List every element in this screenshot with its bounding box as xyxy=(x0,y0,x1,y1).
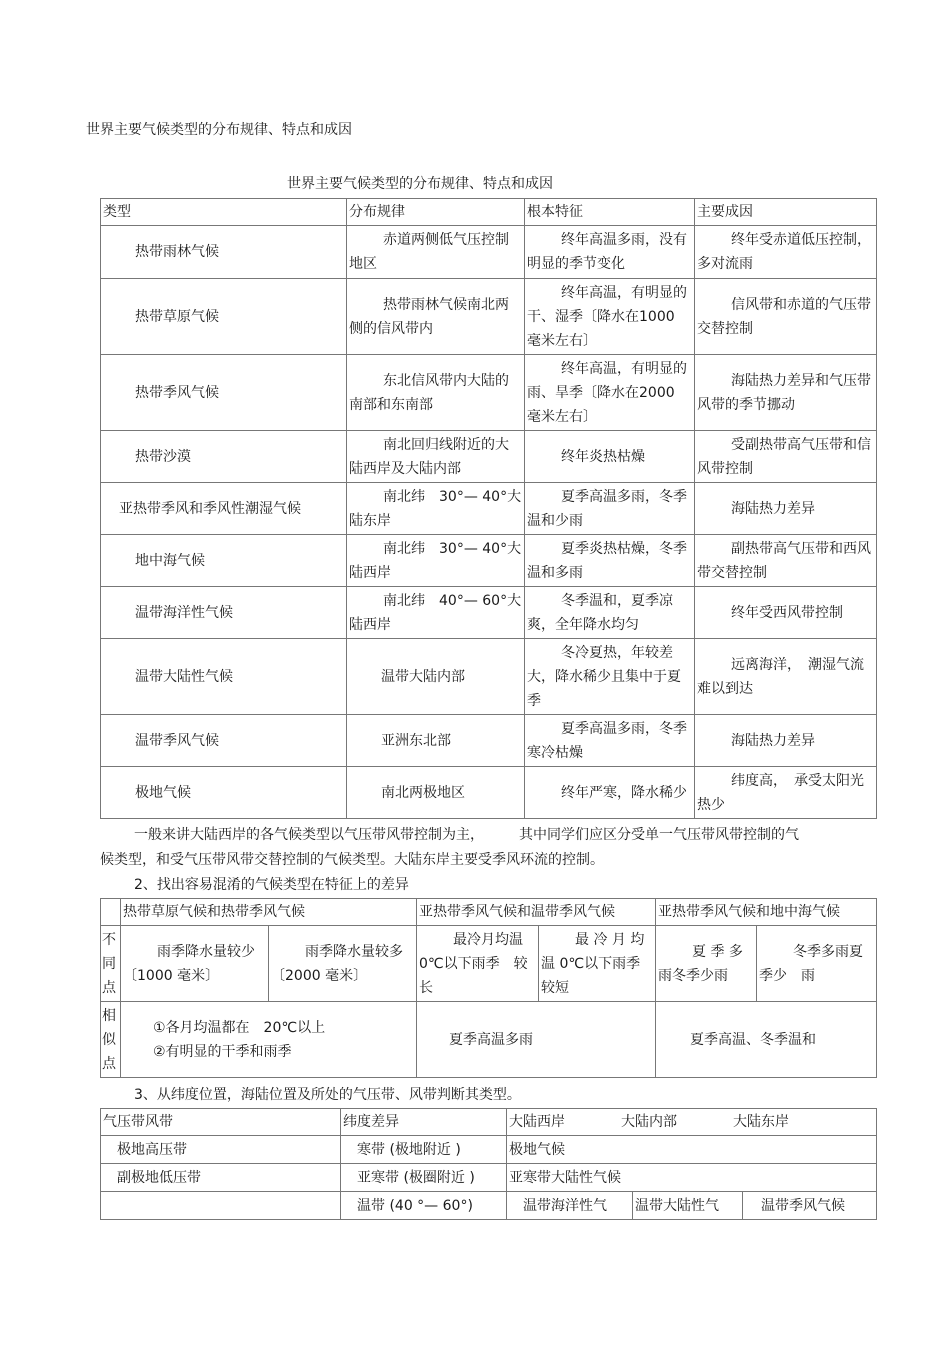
header-latitude: 纬度差异 xyxy=(341,1109,507,1136)
header-pair-3: 亚热带季风气候和地中海气候 xyxy=(656,899,877,926)
latitude-zone: 亚寒带 (极圈附近 ) xyxy=(341,1164,507,1192)
cause: 受副热带高气压带和信风带控制 xyxy=(695,431,877,483)
header-type: 类型 xyxy=(101,199,347,226)
pressure-belt: 副极地低压带 xyxy=(101,1164,341,1192)
table-row xyxy=(101,767,877,819)
distribution: 南北纬 40°— 60°大陆西岸 xyxy=(347,587,525,639)
table-row xyxy=(101,1192,877,1220)
latitude-table xyxy=(100,1108,877,1220)
cause: 终年受赤道低压控制，多对流雨 xyxy=(695,226,877,279)
header-positions: 大陆西岸 大陆内部 大陆东岸 xyxy=(507,1109,877,1136)
distribution: 南北两极地区 xyxy=(347,767,525,819)
climate-type: 亚热带季风和季风性潮湿气候 xyxy=(101,483,347,535)
section-2-title: 2、找出容易混淆的气候类型在特征上的差异 xyxy=(134,877,409,893)
feature: 冬冷夏热，年较差大，降水稀少且集中于夏季 xyxy=(525,639,695,715)
table-row xyxy=(101,483,877,535)
same-cell-3: 夏季高温、冬季温和 xyxy=(656,1002,877,1078)
climate-type: 温带大陆性气候 xyxy=(101,639,347,715)
cause: 信风带和赤道的气压带交替控制 xyxy=(695,279,877,355)
paragraph-line-2: 候类型，和受气压带风带交替控制的气候类型。大陆东岸主要受季风环流的控制。 xyxy=(100,852,604,868)
feature: 夏季高温多雨，冬季温和少雨 xyxy=(525,483,695,535)
table-row xyxy=(101,431,877,483)
table-row xyxy=(101,1136,877,1164)
diff-cell: 最 冷 月 均温 0℃以下雨季较短 xyxy=(539,926,656,1002)
pressure-belt xyxy=(101,1192,341,1220)
latitude-zone: 寒带 (极地附近 ) xyxy=(341,1136,507,1164)
table-row xyxy=(101,926,877,1002)
feature: 终年炎热枯燥 xyxy=(525,431,695,483)
same-label: 相似点 xyxy=(101,1002,121,1078)
distribution: 亚洲东北部 xyxy=(347,715,525,767)
feature: 冬季温和，夏季凉爽，全年降水均匀 xyxy=(525,587,695,639)
climate-type: 热带沙漠 xyxy=(101,431,347,483)
climate-type: 热带雨林气候 xyxy=(101,226,347,279)
cause: 副热带高气压带和西风带交替控制 xyxy=(695,535,877,587)
table-header-row xyxy=(101,899,877,926)
corner-cell xyxy=(101,899,121,926)
table-header-row xyxy=(101,199,877,226)
table-row xyxy=(101,226,877,279)
same-point-1: ①各月均温都在 20℃以上 xyxy=(153,1019,326,1036)
comparison-table xyxy=(100,898,877,1078)
same-cell-1 xyxy=(121,1002,417,1078)
table-row xyxy=(101,715,877,767)
same-point-2: ②有明显的干季和雨季 xyxy=(153,1043,292,1060)
document-title: 世界主要气候类型的分布规律、特点和成因 xyxy=(86,122,352,138)
table-row xyxy=(101,535,877,587)
diff-cell: 雨季降水量较少〔1000 毫米〕 xyxy=(121,926,269,1002)
climate-type: 温带季风气候 xyxy=(101,715,347,767)
climate-table xyxy=(100,198,877,819)
feature: 夏季炎热枯燥，冬季温和多雨 xyxy=(525,535,695,587)
diff-label: 不同点 xyxy=(101,926,121,1002)
table-row xyxy=(101,639,877,715)
climate-interior: 温带大陆性气 xyxy=(633,1192,743,1220)
diff-cell: 夏 季 多雨冬季少雨 xyxy=(656,926,757,1002)
distribution: 赤道两侧低气压控制地区 xyxy=(347,226,525,279)
table-row xyxy=(101,279,877,355)
cause: 海陆热力差异 xyxy=(695,715,877,767)
header-belt: 气压带风带 xyxy=(101,1109,341,1136)
climate-result: 亚寒带大陆性气候 xyxy=(507,1164,877,1192)
climate-type: 热带草原气候 xyxy=(101,279,347,355)
distribution: 南北回归线附近的大陆西岸及大陆内部 xyxy=(347,431,525,483)
paragraph-line-1: 一般来讲大陆西岸的各气候类型以气压带风带控制为主， 其中同学们应区分受单一气压带风带控制的气 xyxy=(134,827,799,843)
header-pair-1: 热带草原气候和热带季风气候 xyxy=(121,899,417,926)
climate-west: 温带海洋性气 xyxy=(507,1192,633,1220)
distribution: 热带雨林气候南北两侧的信风带内 xyxy=(347,279,525,355)
cause: 远离海洋， 潮湿气流难以到达 xyxy=(695,639,877,715)
header-feature: 根本特征 xyxy=(525,199,695,226)
feature: 终年严寒，降水稀少 xyxy=(525,767,695,819)
table1-caption: 世界主要气候类型的分布规律、特点和成因 xyxy=(287,176,553,192)
climate-type: 极地气候 xyxy=(101,767,347,819)
header-pair-2: 亚热带季风气候和温带季风气候 xyxy=(417,899,656,926)
cause: 纬度高， 承受太阳光热少 xyxy=(695,767,877,819)
feature: 夏季高温多雨，冬季寒冷枯燥 xyxy=(525,715,695,767)
table-row xyxy=(101,1164,877,1192)
distribution: 南北纬 30°— 40°大陆西岸 xyxy=(347,535,525,587)
feature: 终年高温，有明显的雨、旱季〔降水在2000 毫米左右〕 xyxy=(525,355,695,431)
climate-type: 温带海洋性气候 xyxy=(101,587,347,639)
table-row xyxy=(101,355,877,431)
table-row xyxy=(101,1002,877,1078)
cause: 海陆热力差异 xyxy=(695,483,877,535)
climate-type: 热带季风气候 xyxy=(101,355,347,431)
header-distribution: 分布规律 xyxy=(347,199,525,226)
latitude-zone: 温带 (40 °— 60°) xyxy=(341,1192,507,1220)
header-cause: 主要成因 xyxy=(695,199,877,226)
section-3-title: 3、从纬度位置，海陆位置及所处的气压带、风带判断其类型。 xyxy=(134,1087,521,1103)
pressure-belt: 极地高压带 xyxy=(101,1136,341,1164)
table-row xyxy=(101,587,877,639)
climate-east: 温带季风气候 xyxy=(743,1192,877,1220)
cause: 海陆热力差异和气压带风带的季节挪动 xyxy=(695,355,877,431)
distribution: 东北信风带内大陆的南部和东南部 xyxy=(347,355,525,431)
diff-cell: 冬季多雨夏季少 雨 xyxy=(757,926,877,1002)
climate-type: 地中海气候 xyxy=(101,535,347,587)
cause: 终年受西风带控制 xyxy=(695,587,877,639)
distribution: 温带大陆内部 xyxy=(347,639,525,715)
feature: 终年高温，有明显的干、湿季〔降水在1000 毫米左右〕 xyxy=(525,279,695,355)
table-header-row xyxy=(101,1109,877,1136)
diff-cell: 雨季降水量较多〔2000 毫米〕 xyxy=(269,926,417,1002)
same-cell-2: 夏季高温多雨 xyxy=(417,1002,656,1078)
climate-result: 极地气候 xyxy=(507,1136,877,1164)
feature: 终年高温多雨，没有明显的季节变化 xyxy=(525,226,695,279)
diff-cell: 最冷月均温0℃以下雨季 较长 xyxy=(417,926,539,1002)
distribution: 南北纬 30°— 40°大陆东岸 xyxy=(347,483,525,535)
